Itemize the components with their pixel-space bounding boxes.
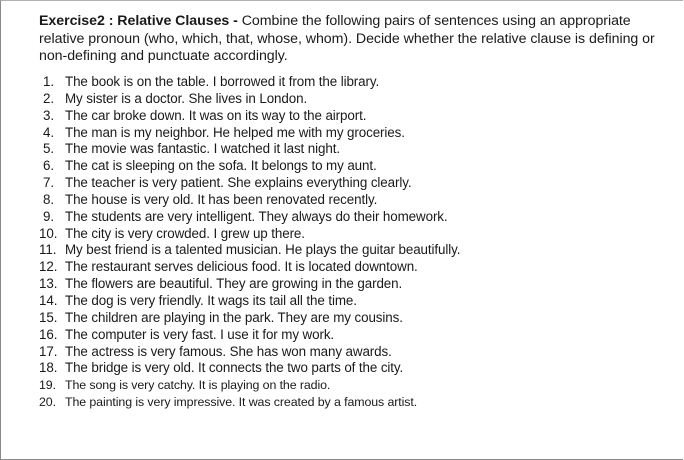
list-item: [39, 327, 659, 344]
item-number: 6.: [43, 158, 54, 174]
list-item: [39, 108, 659, 125]
item-text: The students are very intelligent. They always do their homework.: [65, 208, 448, 224]
item-number: 9.: [43, 208, 54, 224]
list-item: [39, 242, 659, 259]
item-number: 16.: [39, 326, 58, 342]
list-item: [39, 226, 659, 243]
item-text: The car broke down. It was on its way to the airport.: [65, 107, 367, 123]
item-text: The painting is very impressive. It was created by a famous artist.: [65, 395, 418, 410]
item-number: 19.: [39, 378, 56, 393]
item-text: The house is very old. It has been renovated recently.: [65, 191, 378, 207]
list-item: [39, 192, 659, 209]
item-text: The dog is very friendly. It wags its tail all the time.: [65, 292, 357, 308]
item-text: The restaurant serves delicious food. It is located downtown.: [65, 259, 418, 275]
item-text: The man is my neighbor. He helped me with my groceries.: [65, 124, 405, 140]
item-number: 4.: [43, 124, 54, 140]
exercise-instructions: Combine the following pairs of sentences using an appropriate relative pronoun (who, which, that, whose, whom). Decide whether the relative clause is defining or non-defining and punctuate accordingly.: [39, 13, 655, 64]
item-number: 3.: [43, 107, 54, 123]
list-item: [39, 125, 659, 142]
item-number: 1.: [43, 74, 54, 89]
item-text: The song is very catchy. It is playing on the radio.: [65, 378, 331, 393]
item-number: 5.: [43, 141, 54, 157]
list-item: [39, 141, 659, 158]
list-item: [39, 394, 659, 411]
item-text: The actress is very famous. She has won many awards.: [65, 343, 392, 359]
item-number: 2.: [43, 90, 54, 106]
list-item: [39, 175, 659, 192]
item-text: The cat is sleeping on the sofa. It belongs to my aunt.: [65, 158, 377, 174]
item-text: The flowers are beautiful. They are growing in the garden.: [65, 276, 403, 292]
item-number: 13.: [39, 276, 58, 292]
list-item: [39, 293, 659, 310]
list-item: [39, 360, 659, 377]
item-number: 20.: [39, 395, 56, 410]
list-item: [39, 74, 659, 91]
item-number: 11.: [39, 242, 57, 258]
item-text: The movie was fantastic. I watched it last night.: [65, 141, 340, 157]
list-item: [39, 209, 659, 226]
item-number: 17.: [39, 343, 58, 359]
item-number: 14.: [39, 292, 58, 308]
list-item: [39, 91, 659, 108]
item-number: 7.: [43, 175, 54, 191]
item-text: My sister is a doctor. She lives in London.: [65, 90, 308, 106]
item-text: The bridge is very old. It connects the two parts of the city.: [65, 360, 404, 376]
item-text: My best friend is a talented musician. He plays the guitar beautifully.: [65, 242, 461, 258]
exercise-title: Exercise2 : Relative Clauses -: [39, 13, 238, 29]
list-item: [39, 344, 659, 361]
list-item: [39, 259, 659, 276]
item-number: 12.: [39, 259, 58, 275]
item-number: 18.: [39, 360, 58, 376]
list-item: [39, 310, 659, 327]
list-item: [39, 158, 659, 175]
item-text: The computer is very fast. I use it for my work.: [65, 326, 335, 342]
item-number: 15.: [39, 309, 58, 325]
item-text: The book is on the table. I borrowed it from the library.: [65, 74, 380, 89]
exercise-heading: [39, 13, 677, 66]
item-number: 10.: [39, 225, 58, 241]
item-text: The children are playing in the park. They are my cousins.: [65, 309, 403, 325]
list-item: [39, 377, 659, 394]
item-number: 8.: [43, 191, 54, 207]
sentence-list: [39, 74, 659, 411]
item-text: The teacher is very patient. She explains everything clearly.: [65, 175, 412, 191]
item-text: The city is very crowded. I grew up there.: [65, 225, 305, 241]
list-item: [39, 276, 659, 293]
